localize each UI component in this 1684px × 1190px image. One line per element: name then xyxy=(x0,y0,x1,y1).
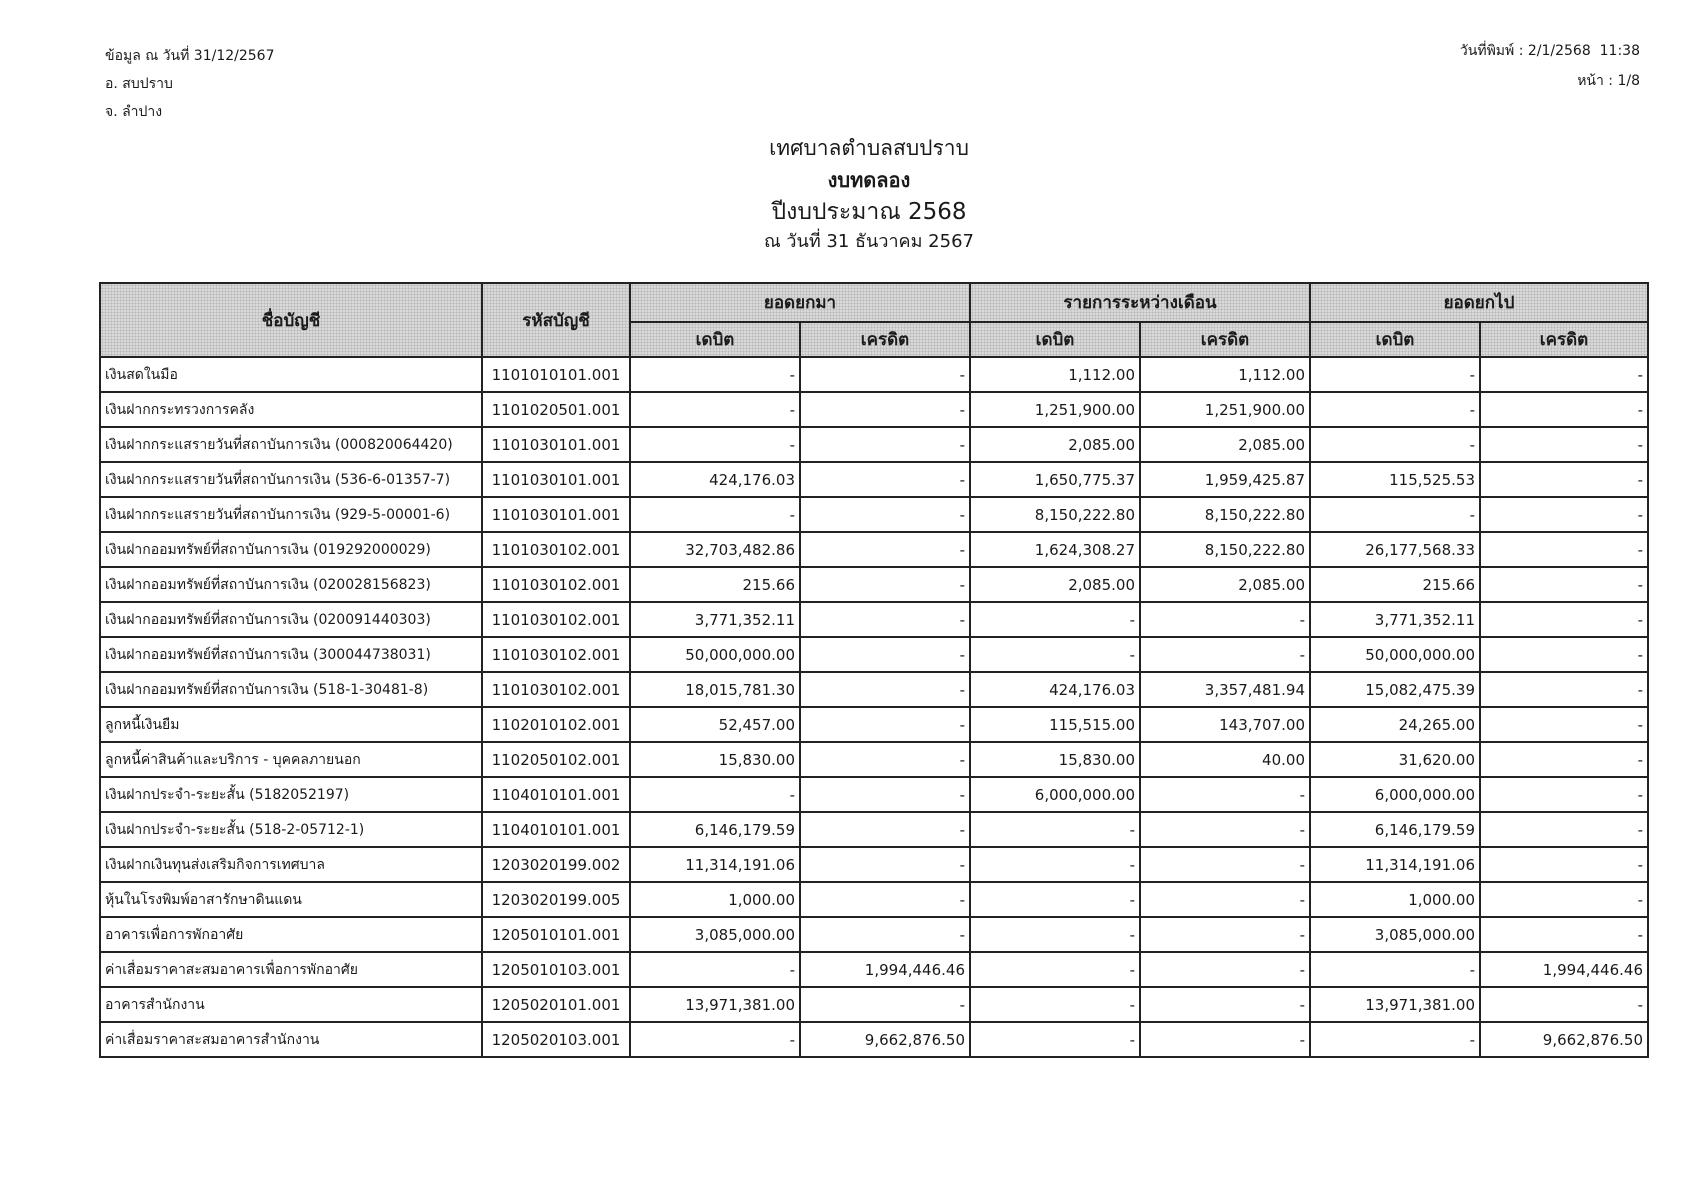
month-debit-cell: - xyxy=(970,987,1140,1022)
month-credit-cell: - xyxy=(1140,777,1310,812)
cf-debit-cell: 3,085,000.00 xyxy=(1310,917,1480,952)
header-account-code: รหัสบัญชี xyxy=(482,283,630,357)
cf-credit-cell: - xyxy=(1480,882,1648,917)
account-name-cell: อาคารสำนักงาน xyxy=(100,987,482,1022)
account-name-cell: เงินฝากกระแสรายวันที่สถาบันการเงิน (929-5-00001-6) xyxy=(100,497,482,532)
header-month-credit: เครดิต xyxy=(1140,322,1310,357)
cf-credit-cell: - xyxy=(1480,812,1648,847)
month-debit-cell: 6,000,000.00 xyxy=(970,777,1140,812)
month-credit-cell: - xyxy=(1140,812,1310,847)
account-code-cell: 1101030101.001 xyxy=(482,462,630,497)
month-credit-cell: 1,251,900.00 xyxy=(1140,392,1310,427)
bf-credit-cell: - xyxy=(800,917,970,952)
account-name-cell: หุ้นในโรงพิมพ์อาสารักษาดินแดน xyxy=(100,882,482,917)
bf-debit-cell: 18,015,781.30 xyxy=(630,672,800,707)
table-row xyxy=(100,917,1648,952)
trial-balance-table xyxy=(99,282,1649,1058)
bf-debit-cell: - xyxy=(630,497,800,532)
table-row xyxy=(100,847,1648,882)
bf-credit-cell: - xyxy=(800,707,970,742)
bf-debit-cell: 13,971,381.00 xyxy=(630,987,800,1022)
cf-debit-cell: - xyxy=(1310,392,1480,427)
cf-credit-cell: - xyxy=(1480,742,1648,777)
month-debit-cell: - xyxy=(970,917,1140,952)
cf-debit-cell: 13,971,381.00 xyxy=(1310,987,1480,1022)
bf-debit-cell: - xyxy=(630,427,800,462)
account-code-cell: 1203020199.002 xyxy=(482,847,630,882)
month-credit-cell: 2,085.00 xyxy=(1140,567,1310,602)
month-credit-cell: - xyxy=(1140,602,1310,637)
bf-credit-cell: - xyxy=(800,812,970,847)
account-name-cell: เงินฝากประจำ-ระยะสั้น (518-2-05712-1) xyxy=(100,812,482,847)
table-row xyxy=(100,462,1648,497)
table-body xyxy=(100,357,1648,1057)
table-row xyxy=(100,707,1648,742)
cf-credit-cell: 1,994,446.46 xyxy=(1480,952,1648,987)
table-row xyxy=(100,532,1648,567)
account-code-cell: 1205020103.001 xyxy=(482,1022,630,1057)
month-debit-cell: 8,150,222.80 xyxy=(970,497,1140,532)
table-row xyxy=(100,742,1648,777)
month-credit-cell: - xyxy=(1140,952,1310,987)
header-account-name: ชื่อบัญชี xyxy=(100,283,482,357)
month-debit-cell: - xyxy=(970,637,1140,672)
account-code-cell: 1101020501.001 xyxy=(482,392,630,427)
header-carried-forward: ยอดยกไป xyxy=(1310,283,1648,322)
month-debit-cell: - xyxy=(970,952,1140,987)
cf-debit-cell: 31,620.00 xyxy=(1310,742,1480,777)
bf-debit-cell: - xyxy=(630,392,800,427)
cf-debit-cell: - xyxy=(1310,952,1480,987)
account-code-cell: 1101030102.001 xyxy=(482,602,630,637)
month-credit-cell: - xyxy=(1140,637,1310,672)
bf-credit-cell: - xyxy=(800,637,970,672)
month-debit-cell: 1,251,900.00 xyxy=(970,392,1140,427)
month-credit-cell: - xyxy=(1140,1022,1310,1057)
month-credit-cell: - xyxy=(1140,882,1310,917)
bf-debit-cell: 215.66 xyxy=(630,567,800,602)
cf-credit-cell: - xyxy=(1480,847,1648,882)
month-debit-cell: - xyxy=(970,1022,1140,1057)
bf-debit-cell: 52,457.00 xyxy=(630,707,800,742)
cf-debit-cell: - xyxy=(1310,497,1480,532)
month-credit-cell: 8,150,222.80 xyxy=(1140,497,1310,532)
account-code-cell: 1102050102.001 xyxy=(482,742,630,777)
month-debit-cell: 424,176.03 xyxy=(970,672,1140,707)
bf-credit-cell: - xyxy=(800,497,970,532)
bf-debit-cell: - xyxy=(630,777,800,812)
account-code-cell: 1104010101.001 xyxy=(482,777,630,812)
bf-debit-cell: 424,176.03 xyxy=(630,462,800,497)
organization-title: เทศบาลตำบลสบปราบ xyxy=(769,136,969,160)
cf-debit-cell: 15,082,475.39 xyxy=(1310,672,1480,707)
cf-credit-cell: - xyxy=(1480,637,1648,672)
month-debit-cell: 1,624,308.27 xyxy=(970,532,1140,567)
cf-debit-cell: 24,265.00 xyxy=(1310,707,1480,742)
bf-credit-cell: - xyxy=(800,462,970,497)
account-name-cell: เงินฝากออมทรัพย์ที่สถาบันการเงิน (020028156823) xyxy=(100,567,482,602)
month-debit-cell: 2,085.00 xyxy=(970,427,1140,462)
month-debit-cell: 1,112.00 xyxy=(970,357,1140,392)
account-name-cell: เงินฝากเงินทุนส่งเสริมกิจการเทศบาล xyxy=(100,847,482,882)
bf-debit-cell: - xyxy=(630,952,800,987)
account-name-cell: เงินฝากออมทรัพย์ที่สถาบันการเงิน (020091440303) xyxy=(100,602,482,637)
account-name-cell: ค่าเสื่อมราคาสะสมอาคารสำนักงาน xyxy=(100,1022,482,1057)
month-debit-cell: - xyxy=(970,812,1140,847)
report-titles xyxy=(0,132,1684,256)
account-name-cell: เงินฝากออมทรัพย์ที่สถาบันการเงิน (019292000029) xyxy=(100,532,482,567)
bf-credit-cell: - xyxy=(800,777,970,812)
cf-credit-cell: - xyxy=(1480,392,1648,427)
province-label: จ. ลำปาง xyxy=(105,104,163,120)
cf-credit-cell: - xyxy=(1480,532,1648,567)
bf-debit-cell: 6,146,179.59 xyxy=(630,812,800,847)
table-row xyxy=(100,357,1648,392)
fiscal-year-title: ปีงบประมาณ 2568 xyxy=(771,199,967,225)
cf-credit-cell: - xyxy=(1480,672,1648,707)
cf-credit-cell: - xyxy=(1480,427,1648,462)
cf-debit-cell: 26,177,568.33 xyxy=(1310,532,1480,567)
table-row xyxy=(100,637,1648,672)
cf-debit-cell: 6,146,179.59 xyxy=(1310,812,1480,847)
cf-debit-cell: 6,000,000.00 xyxy=(1310,777,1480,812)
account-code-cell: 1101030102.001 xyxy=(482,672,630,707)
bf-debit-cell: 50,000,000.00 xyxy=(630,637,800,672)
table-header-row-1 xyxy=(100,283,1648,322)
month-debit-cell: 2,085.00 xyxy=(970,567,1140,602)
bf-credit-cell: 9,662,876.50 xyxy=(800,1022,970,1057)
table-row xyxy=(100,497,1648,532)
bf-debit-cell: - xyxy=(630,1022,800,1057)
header-during-month: รายการระหว่างเดือน xyxy=(970,283,1310,322)
bf-credit-cell: 1,994,446.46 xyxy=(800,952,970,987)
bf-debit-cell: 3,771,352.11 xyxy=(630,602,800,637)
account-code-cell: 1205020101.001 xyxy=(482,987,630,1022)
table-row xyxy=(100,882,1648,917)
account-code-cell: 1101030102.001 xyxy=(482,637,630,672)
account-code-cell: 1205010101.001 xyxy=(482,917,630,952)
header-brought-forward: ยอดยกมา xyxy=(630,283,970,322)
header-month-debit: เดบิต xyxy=(970,322,1140,357)
header-cf-debit: เดบิต xyxy=(1310,322,1480,357)
account-name-cell: อาคารเพื่อการพักอาศัย xyxy=(100,917,482,952)
cf-credit-cell: - xyxy=(1480,917,1648,952)
cf-debit-cell: 115,525.53 xyxy=(1310,462,1480,497)
account-name-cell: เงินฝากออมทรัพย์ที่สถาบันการเงิน (518-1-30481-8) xyxy=(100,672,482,707)
cf-credit-cell: - xyxy=(1480,602,1648,637)
table-row xyxy=(100,672,1648,707)
cf-debit-cell: 50,000,000.00 xyxy=(1310,637,1480,672)
print-date: วันที่พิมพ์ : 2/1/2568 11:38 xyxy=(1459,43,1640,59)
month-debit-cell: 1,650,775.37 xyxy=(970,462,1140,497)
account-name-cell: เงินฝากกระแสรายวันที่สถาบันการเงิน (000820064420) xyxy=(100,427,482,462)
cf-credit-cell: - xyxy=(1480,462,1648,497)
bf-credit-cell: - xyxy=(800,602,970,637)
cf-debit-cell: - xyxy=(1310,357,1480,392)
header-bf-debit: เดบิต xyxy=(630,322,800,357)
account-name-cell: เงินฝากประจำ-ระยะสั้น (5182052197) xyxy=(100,777,482,812)
account-code-cell: 1101030101.001 xyxy=(482,497,630,532)
table-row xyxy=(100,812,1648,847)
table-row xyxy=(100,777,1648,812)
account-name-cell: ลูกหนี้ค่าสินค้าและบริการ - บุคคลภายนอก xyxy=(100,742,482,777)
month-credit-cell: 40.00 xyxy=(1140,742,1310,777)
bf-credit-cell: - xyxy=(800,392,970,427)
account-code-cell: 1101030102.001 xyxy=(482,532,630,567)
month-credit-cell: - xyxy=(1140,987,1310,1022)
cf-credit-cell: - xyxy=(1480,707,1648,742)
account-name-cell: ลูกหนี้เงินยืม xyxy=(100,707,482,742)
cf-debit-cell: 3,771,352.11 xyxy=(1310,602,1480,637)
cf-debit-cell: 1,000.00 xyxy=(1310,882,1480,917)
month-credit-cell: 143,707.00 xyxy=(1140,707,1310,742)
table-row xyxy=(100,427,1648,462)
cf-debit-cell: 11,314,191.06 xyxy=(1310,847,1480,882)
account-code-cell: 1104010101.001 xyxy=(482,812,630,847)
table-row xyxy=(100,952,1648,987)
bf-credit-cell: - xyxy=(800,847,970,882)
cf-credit-cell: - xyxy=(1480,357,1648,392)
month-debit-cell: 115,515.00 xyxy=(970,707,1140,742)
bf-debit-cell: - xyxy=(630,357,800,392)
bf-debit-cell: 3,085,000.00 xyxy=(630,917,800,952)
account-name-cell: ค่าเสื่อมราคาสะสมอาคารเพื่อการพักอาศัย xyxy=(100,952,482,987)
account-code-cell: 1102010102.001 xyxy=(482,707,630,742)
account-name-cell: เงินฝากกระทรวงการคลัง xyxy=(100,392,482,427)
bf-credit-cell: - xyxy=(800,357,970,392)
report-meta-right xyxy=(1460,36,1640,96)
account-code-cell: 1101030101.001 xyxy=(482,427,630,462)
table-row xyxy=(100,567,1648,602)
month-credit-cell: - xyxy=(1140,917,1310,952)
bf-debit-cell: 11,314,191.06 xyxy=(630,847,800,882)
bf-credit-cell: - xyxy=(800,742,970,777)
cf-credit-cell: - xyxy=(1480,497,1648,532)
account-name-cell: เงินฝากออมทรัพย์ที่สถาบันการเงิน (300044738031) xyxy=(100,637,482,672)
account-code-cell: 1101030102.001 xyxy=(482,567,630,602)
header-bf-credit: เครดิต xyxy=(800,322,970,357)
month-credit-cell: - xyxy=(1140,847,1310,882)
cf-debit-cell: - xyxy=(1310,1022,1480,1057)
month-credit-cell: 1,112.00 xyxy=(1140,357,1310,392)
bf-credit-cell: - xyxy=(800,427,970,462)
report-title: งบทดลอง xyxy=(827,168,911,192)
district-label: อ. สบปราบ xyxy=(105,76,173,92)
bf-debit-cell: 1,000.00 xyxy=(630,882,800,917)
month-credit-cell: 1,959,425.87 xyxy=(1140,462,1310,497)
cf-debit-cell: - xyxy=(1310,427,1480,462)
bf-debit-cell: 15,830.00 xyxy=(630,742,800,777)
table-row xyxy=(100,1022,1648,1057)
cf-credit-cell: - xyxy=(1480,777,1648,812)
month-debit-cell: - xyxy=(970,847,1140,882)
account-code-cell: 1205010103.001 xyxy=(482,952,630,987)
page-number: หน้า : 1/8 xyxy=(1577,73,1640,89)
bf-credit-cell: - xyxy=(800,672,970,707)
month-debit-cell: - xyxy=(970,602,1140,637)
bf-credit-cell: - xyxy=(800,532,970,567)
month-debit-cell: 15,830.00 xyxy=(970,742,1140,777)
month-debit-cell: - xyxy=(970,882,1140,917)
bf-credit-cell: - xyxy=(800,882,970,917)
month-credit-cell: 8,150,222.80 xyxy=(1140,532,1310,567)
as-of-title: ณ วันที่ 31 ธันวาคม 2567 xyxy=(764,231,974,252)
cf-credit-cell: - xyxy=(1480,567,1648,602)
account-name-cell: เงินสดในมือ xyxy=(100,357,482,392)
account-name-cell: เงินฝากกระแสรายวันที่สถาบันการเงิน (536-6-01357-7) xyxy=(100,462,482,497)
bf-credit-cell: - xyxy=(800,987,970,1022)
table-row xyxy=(100,602,1648,637)
cf-credit-cell: - xyxy=(1480,987,1648,1022)
cf-debit-cell: 215.66 xyxy=(1310,567,1480,602)
bf-credit-cell: - xyxy=(800,567,970,602)
account-code-cell: 1101010101.001 xyxy=(482,357,630,392)
table-row xyxy=(100,987,1648,1022)
bf-debit-cell: 32,703,482.86 xyxy=(630,532,800,567)
table-row xyxy=(100,392,1648,427)
data-as-of-date: ข้อมูล ณ วันที่ 31/12/2567 xyxy=(105,48,275,64)
cf-credit-cell: 9,662,876.50 xyxy=(1480,1022,1648,1057)
report-meta-left xyxy=(105,42,274,126)
header-cf-credit: เครดิต xyxy=(1480,322,1648,357)
month-credit-cell: 3,357,481.94 xyxy=(1140,672,1310,707)
account-code-cell: 1203020199.005 xyxy=(482,882,630,917)
month-credit-cell: 2,085.00 xyxy=(1140,427,1310,462)
